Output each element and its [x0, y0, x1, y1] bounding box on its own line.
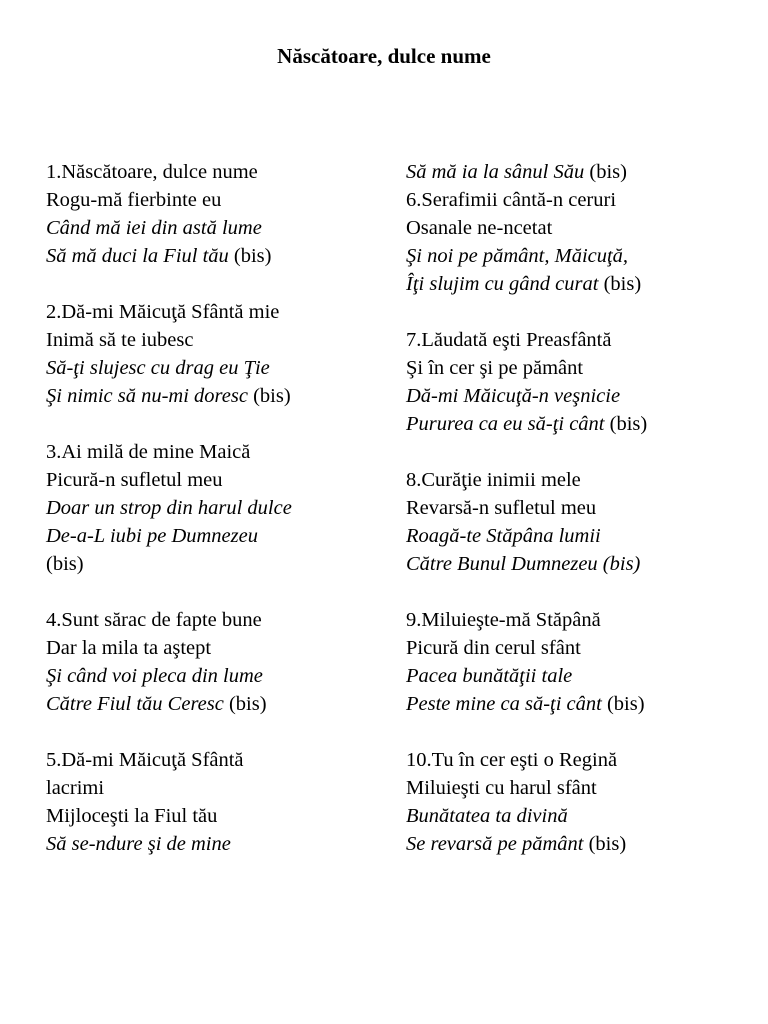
verse-line — [406, 214, 756, 242]
verse-text: Dă-mi Măicuţă-n veşnicie — [406, 385, 621, 407]
verse-text: Şi noi pe pământ, Măicuţă, — [406, 245, 629, 267]
verse-line — [46, 186, 386, 214]
verse-line — [406, 690, 756, 718]
verse-text: Osanale ne-ncetat — [406, 217, 553, 239]
verse-text: Doar un strop din harul dulce — [46, 497, 292, 519]
verse-line — [406, 802, 756, 830]
verse-text: Şi când voi pleca din lume — [46, 665, 263, 687]
verse-text: Picură din cerul sfânt — [406, 637, 581, 659]
repeat-marker: (bis) — [228, 245, 272, 267]
verse-text: Să-ţi slujesc cu drag eu Ţie — [46, 357, 270, 379]
stanza-gap — [406, 718, 756, 746]
verse-text: Peste mine ca să-ţi cânt — [406, 693, 602, 715]
verse-text: Pururea ca eu să-ţi cânt — [406, 413, 605, 435]
stanza-gap — [406, 298, 756, 326]
repeat-marker: (bis) — [247, 385, 291, 407]
verse-line — [46, 550, 386, 578]
verse-line — [46, 158, 386, 186]
verse-text: Miluieşti cu harul sfânt — [406, 777, 597, 799]
verse-line — [46, 690, 386, 718]
verse-line — [406, 550, 756, 578]
verse-line — [46, 242, 386, 270]
verse-text: Roagă-te Stăpâna lumii — [406, 525, 601, 547]
verse-line — [46, 774, 386, 802]
verse-text: 8.Curăţie inimii mele — [406, 469, 581, 491]
verse-line — [46, 466, 386, 494]
verse-line — [46, 634, 386, 662]
repeat-marker: (bis) — [46, 553, 84, 575]
verse-text: Pacea bunătăţii tale — [406, 665, 573, 687]
verse-text: 5.Dă-mi Măicuţă Sfântă — [46, 749, 244, 771]
verse-text: Şi nimic să nu-mi doresc — [46, 385, 248, 407]
verse-text: Inimă să te iubesc — [46, 329, 194, 351]
verse-line — [406, 326, 756, 354]
verse-text: 1.Născătoare, dulce nume — [46, 161, 258, 183]
stanza-gap — [406, 438, 756, 466]
verse-text: Să mă ia la sânul Său — [406, 161, 585, 183]
verse-text: De-a-L iubi pe Dumnezeu — [46, 525, 258, 547]
verse-text: lacrimi — [46, 777, 105, 799]
verse-line — [406, 186, 756, 214]
left-column — [46, 158, 386, 858]
verse-text: Bunătatea ta divină — [406, 805, 568, 827]
verse-line — [406, 634, 756, 662]
verse-text: 7.Lăudată eşti Preasfântă — [406, 329, 612, 351]
verse-line — [406, 774, 756, 802]
verse-text: Picură-n sufletul meu — [46, 469, 223, 491]
verse-text: Rogu-mă fierbinte eu — [46, 189, 222, 211]
verse-text: 4.Sunt sărac de fapte bune — [46, 609, 262, 631]
verse-text: 3.Ai milă de mine Maică — [46, 441, 251, 463]
verse-line — [46, 746, 386, 774]
verse-line — [46, 662, 386, 690]
verse-line — [406, 158, 756, 186]
verse-text: 2.Dă-mi Măicuţă Sfântă mie — [46, 301, 280, 323]
repeat-marker: (bis) — [223, 693, 267, 715]
verse-text: Şi în cer şi pe pământ — [406, 357, 584, 379]
verse-line — [46, 326, 386, 354]
verse-text: Dar la mila ta aştept — [46, 637, 212, 659]
page-title: Născătoare, dulce nume — [277, 44, 491, 68]
verse-line — [406, 662, 756, 690]
verse-text: Se revarsă pe pământ — [406, 833, 584, 855]
verse-line — [46, 830, 386, 858]
verse-text: 10.Tu în cer eşti o Regină — [406, 749, 618, 771]
verse-line — [406, 522, 756, 550]
verse-line — [406, 410, 756, 438]
verse-text: Mijloceşti la Fiul tău — [46, 805, 218, 827]
verse-text: Îţi slujim cu gând curat — [406, 273, 599, 295]
verse-line — [46, 354, 386, 382]
verse-line — [46, 382, 386, 410]
verse-line — [406, 270, 756, 298]
verse-text: Când mă iei din astă lume — [46, 217, 262, 239]
stanza-gap — [406, 578, 756, 606]
verse-line — [46, 298, 386, 326]
verse-line — [46, 494, 386, 522]
verse-text: 9.Miluieşte-mă Stăpână — [406, 609, 601, 631]
verse-line — [46, 522, 386, 550]
verse-line — [46, 606, 386, 634]
verse-text: 6.Serafimii cântă-n ceruri — [406, 189, 617, 211]
stanza-gap — [46, 718, 386, 746]
right-column — [406, 158, 756, 858]
repeat-marker: (bis) — [584, 161, 627, 183]
verse-text: Revarsă-n sufletul meu — [406, 497, 597, 519]
verse-line — [46, 214, 386, 242]
verse-line — [406, 830, 756, 858]
verse-line — [406, 606, 756, 634]
verse-text: Către Bunul Dumnezeu (bis) — [406, 553, 641, 575]
verse-line — [406, 746, 756, 774]
verse-text: Către Fiul tău Ceresc — [46, 693, 224, 715]
verse-line — [406, 466, 756, 494]
stanza-gap — [46, 578, 386, 606]
repeat-marker: (bis) — [601, 693, 645, 715]
verse-line — [46, 438, 386, 466]
stanza-gap — [46, 410, 386, 438]
repeat-marker: (bis) — [583, 833, 627, 855]
stanza-gap — [46, 270, 386, 298]
verse-text: Să mă duci la Fiul tău — [46, 245, 229, 267]
verse-line — [406, 382, 756, 410]
verse-line — [406, 242, 756, 270]
repeat-marker: (bis) — [604, 413, 648, 435]
verse-line — [406, 494, 756, 522]
verse-text: Să se-ndure şi de mine — [46, 833, 231, 855]
repeat-marker: (bis) — [598, 273, 642, 295]
verse-line — [46, 802, 386, 830]
verse-line — [406, 354, 756, 382]
